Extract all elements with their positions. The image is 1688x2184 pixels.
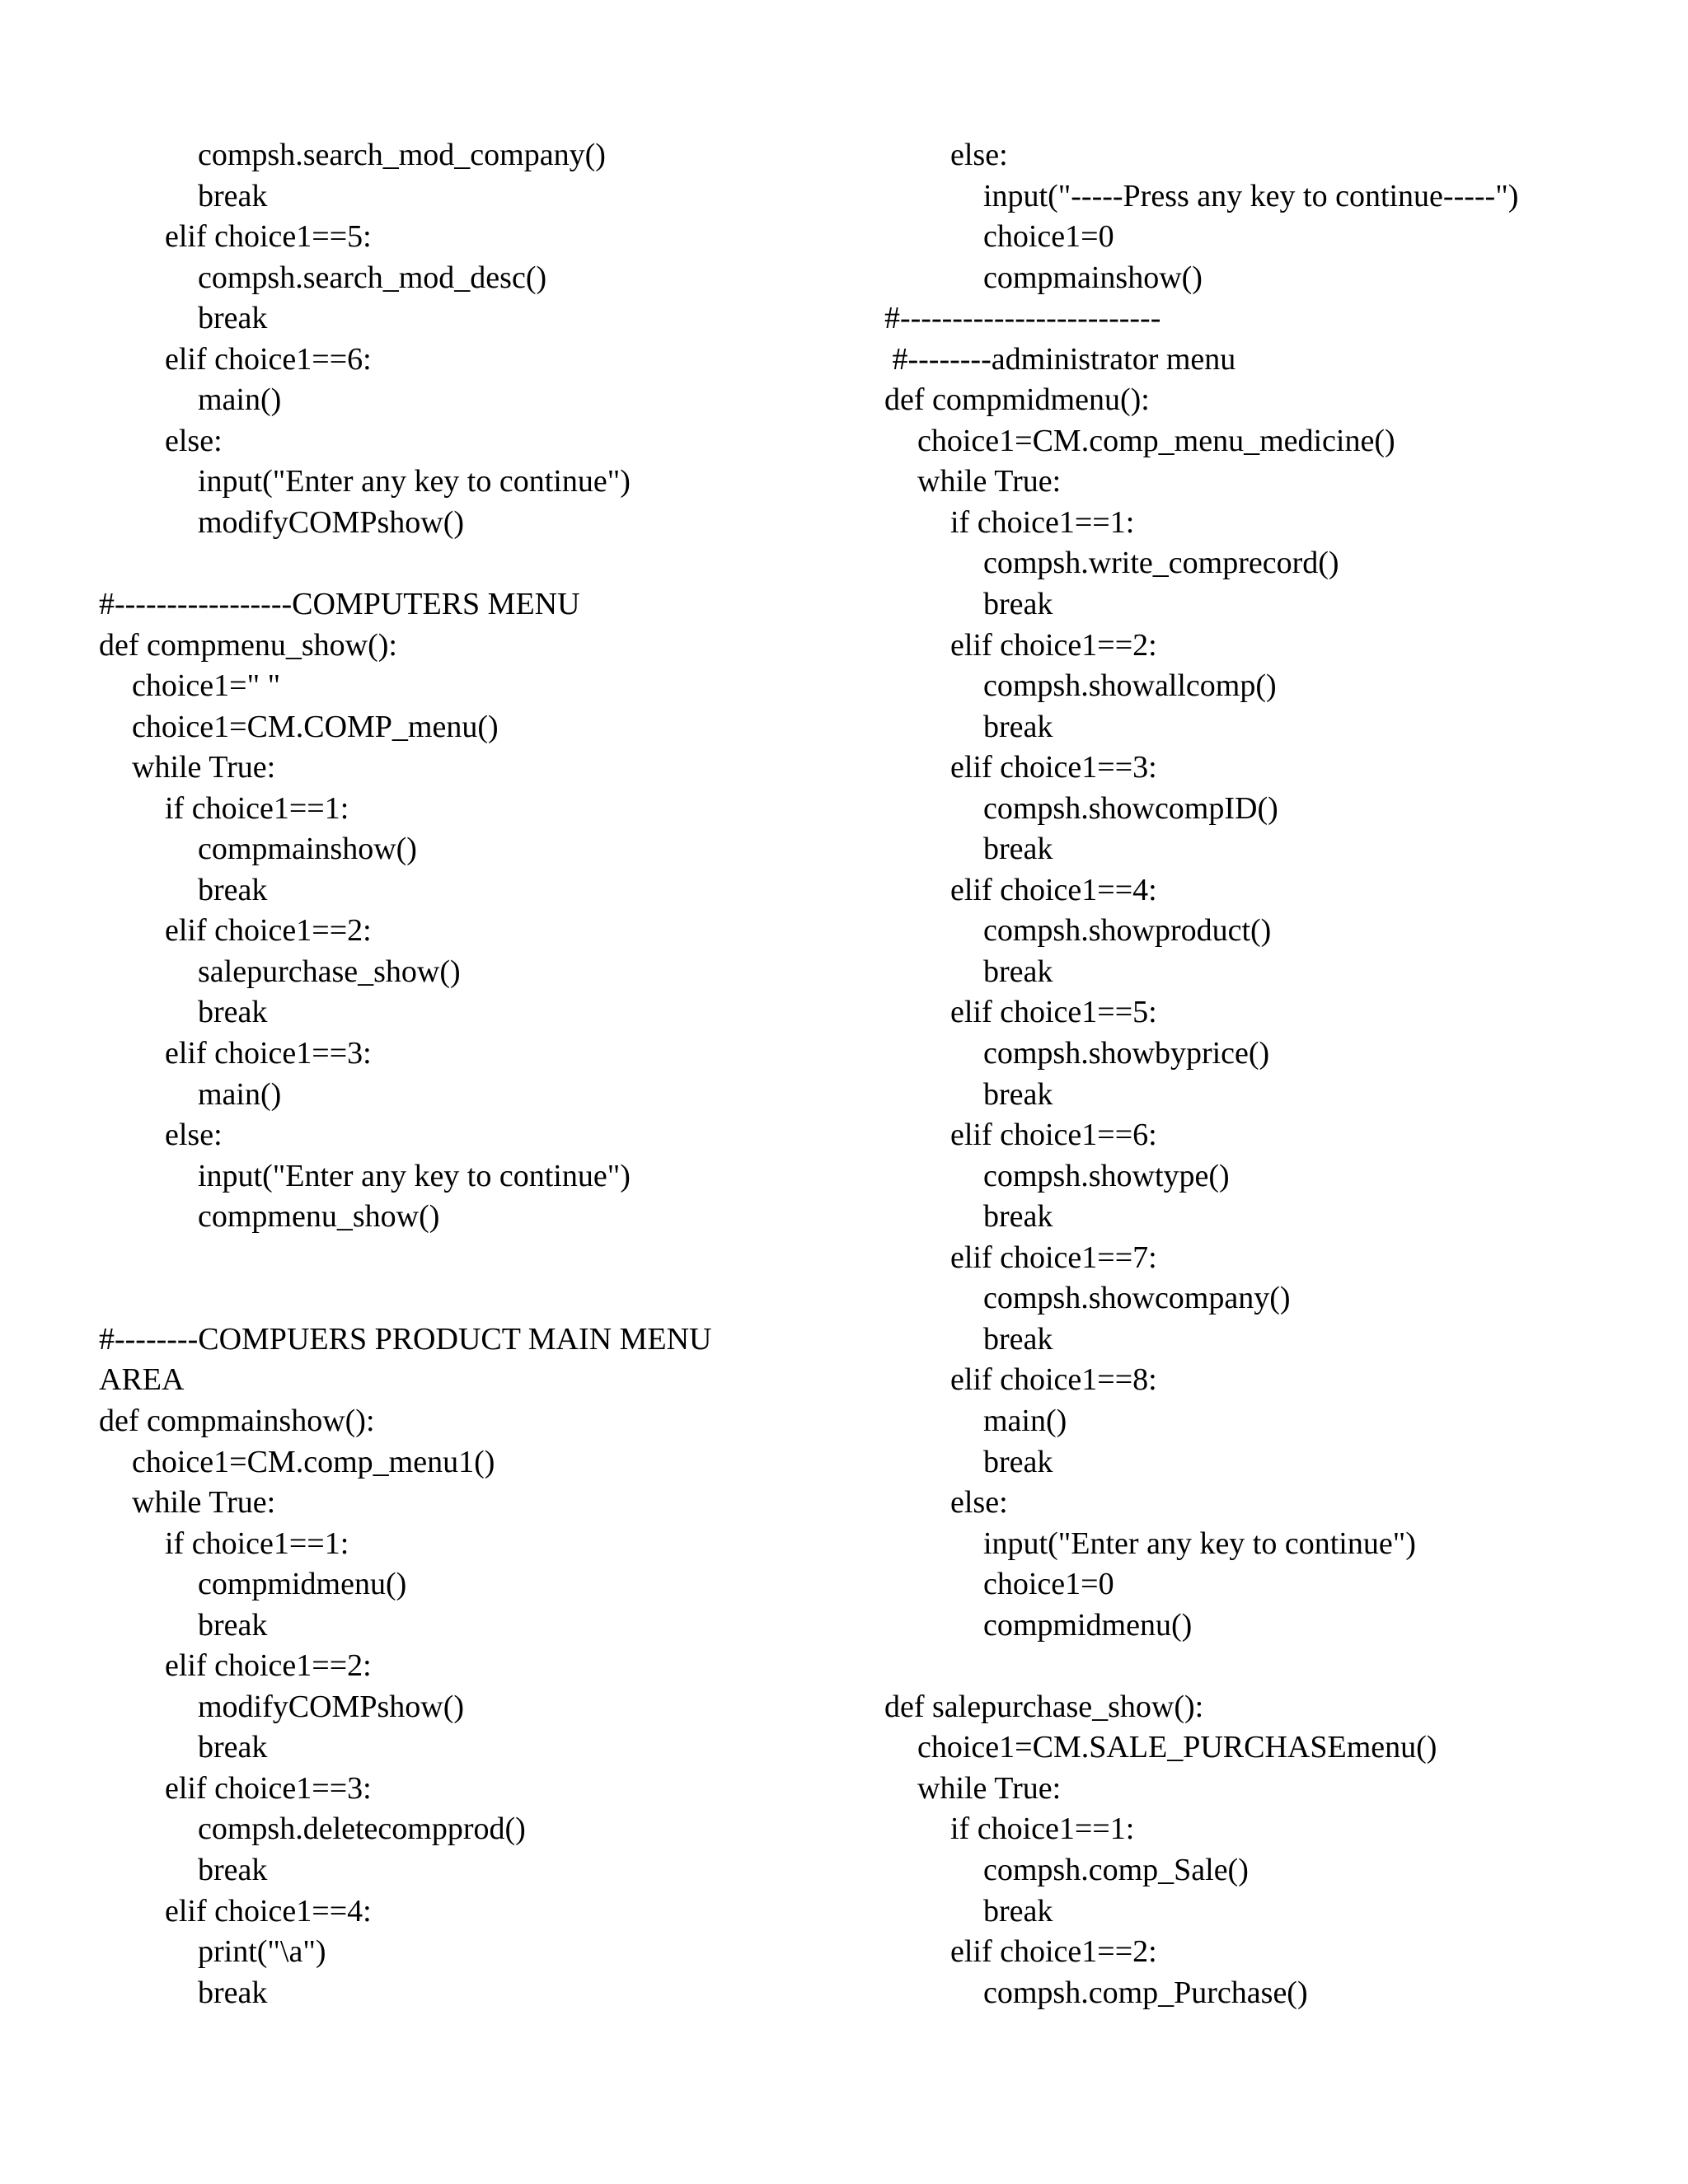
- code-line: modifyCOMPshow(): [198, 1689, 465, 1724]
- code-line: if choice1==1:: [950, 504, 1135, 540]
- code-line: compsh.showcompany(): [983, 1281, 1291, 1316]
- code-line: def compmainshow():: [99, 1403, 375, 1438]
- code-line: if choice1==1:: [165, 790, 349, 826]
- code-line: elif choice1==3:: [950, 750, 1157, 785]
- code-line: while True:: [917, 1770, 1062, 1806]
- code-line: compsh.showbyprice(): [983, 1036, 1270, 1071]
- code-line: input("Enter any key to continue"): [983, 1526, 1416, 1561]
- code-line: input("Enter any key to continue"): [198, 1158, 631, 1193]
- code-line: main(): [198, 382, 282, 418]
- code-line: break: [983, 1321, 1053, 1357]
- code-line: compsh.search_mod_desc(): [198, 260, 547, 295]
- code-line: compsh.showproduct(): [983, 913, 1272, 949]
- code-line: elif choice1==2:: [165, 1648, 372, 1684]
- code-line: else:: [165, 423, 223, 458]
- code-line: elif choice1==2:: [950, 1934, 1157, 1970]
- blank-line: [99, 1238, 865, 1279]
- code-line: choice1=0: [983, 219, 1114, 255]
- code-line: choice1=CM.COMP_menu(): [132, 709, 499, 744]
- code-line: while True:: [132, 1485, 276, 1521]
- code-line: break: [198, 1852, 268, 1887]
- code-line: def compmidmenu():: [884, 382, 1150, 418]
- code-line: choice1=CM.SALE_PURCHASEmenu(): [917, 1730, 1437, 1765]
- code-line: compsh.comp_Sale(): [983, 1852, 1249, 1887]
- code-line: compmidmenu(): [983, 1607, 1193, 1643]
- code-line: break: [983, 1893, 1053, 1929]
- blank-line: [99, 1278, 865, 1319]
- code-line: break: [983, 709, 1053, 744]
- code-line: break: [983, 1199, 1053, 1235]
- code-line: break: [198, 1975, 268, 2010]
- code-line: input("-----Press any key to continue-----"): [983, 178, 1519, 213]
- code-line: elif choice1==7:: [950, 1240, 1157, 1275]
- code-line: AREA: [99, 1362, 185, 1398]
- code-line: elif choice1==6:: [950, 1118, 1157, 1153]
- code-line: break: [198, 995, 268, 1030]
- left-code-column: [99, 135, 865, 2013]
- right-code-column: [884, 135, 1651, 2013]
- code-line: print("\a"): [198, 1934, 326, 1970]
- code-line: break: [198, 1730, 268, 1765]
- code-line: elif choice1==6:: [165, 341, 372, 377]
- code-line: break: [983, 832, 1053, 867]
- code-line: choice1=0: [983, 1567, 1114, 1602]
- code-line: break: [983, 1076, 1053, 1112]
- code-line: #-----------------COMPUTERS MENU: [99, 587, 580, 622]
- code-line: compsh.search_mod_company(): [198, 138, 606, 172]
- code-line: break: [983, 954, 1053, 989]
- code-line: def salepurchase_show():: [884, 1689, 1204, 1724]
- code-line: compsh.comp_Purchase(): [983, 1975, 1308, 2010]
- code-line: elif choice1==2:: [950, 627, 1157, 663]
- code-line: input("Enter any key to continue"): [198, 464, 631, 499]
- code-line: break: [198, 178, 268, 213]
- code-line: compsh.showtype(): [983, 1158, 1230, 1193]
- code-line: break: [198, 301, 268, 336]
- code-line: break: [983, 587, 1053, 622]
- code-line: compmenu_show(): [198, 1199, 440, 1235]
- code-line: #--------administrator menu: [884, 341, 1236, 377]
- code-line: main(): [198, 1076, 282, 1112]
- blank-line: [884, 1646, 1651, 1687]
- code-line: salepurchase_show(): [198, 954, 461, 989]
- code-line: break: [983, 1444, 1053, 1479]
- code-line: compmidmenu(): [198, 1567, 407, 1602]
- code-line: modifyCOMPshow(): [198, 504, 465, 540]
- code-line: compsh.write_comprecord(): [983, 546, 1339, 581]
- code-line: elif choice1==3:: [165, 1770, 372, 1806]
- code-line: compmainshow(): [983, 260, 1203, 295]
- code-line: elif choice1==4:: [165, 1893, 372, 1929]
- blank-line: [99, 543, 865, 584]
- code-line: choice1=CM.comp_menu_medicine(): [917, 423, 1395, 458]
- code-line: elif choice1==5:: [950, 995, 1157, 1030]
- code-line: elif choice1==5:: [165, 219, 372, 255]
- code-line: compmainshow(): [198, 832, 417, 867]
- code-line: #-------------------------: [884, 301, 1161, 336]
- code-line: elif choice1==4:: [950, 872, 1157, 907]
- code-line: break: [198, 1607, 268, 1643]
- code-line: else:: [165, 1118, 223, 1153]
- code-line: compsh.showcompID(): [983, 790, 1278, 826]
- code-line: while True:: [132, 750, 276, 785]
- code-line: #--------COMPUERS PRODUCT MAIN MENU: [99, 1321, 712, 1357]
- code-line: if choice1==1:: [950, 1811, 1135, 1847]
- code-line: choice1=CM.comp_menu1(): [132, 1444, 495, 1479]
- code-line: break: [198, 872, 268, 907]
- code-line: else:: [950, 138, 1008, 172]
- code-line: if choice1==1:: [165, 1526, 349, 1561]
- code-line: compsh.deletecompprod(): [198, 1811, 526, 1847]
- code-line: main(): [983, 1403, 1067, 1438]
- code-line: else:: [950, 1485, 1008, 1521]
- code-line: elif choice1==3:: [165, 1036, 372, 1071]
- code-line: choice1=" ": [132, 668, 281, 704]
- code-line: elif choice1==8:: [950, 1362, 1157, 1398]
- code-line: def compmenu_show():: [99, 627, 397, 663]
- code-line: while True:: [917, 464, 1062, 499]
- code-line: elif choice1==2:: [165, 913, 372, 949]
- code-line: compsh.showallcomp(): [983, 668, 1277, 704]
